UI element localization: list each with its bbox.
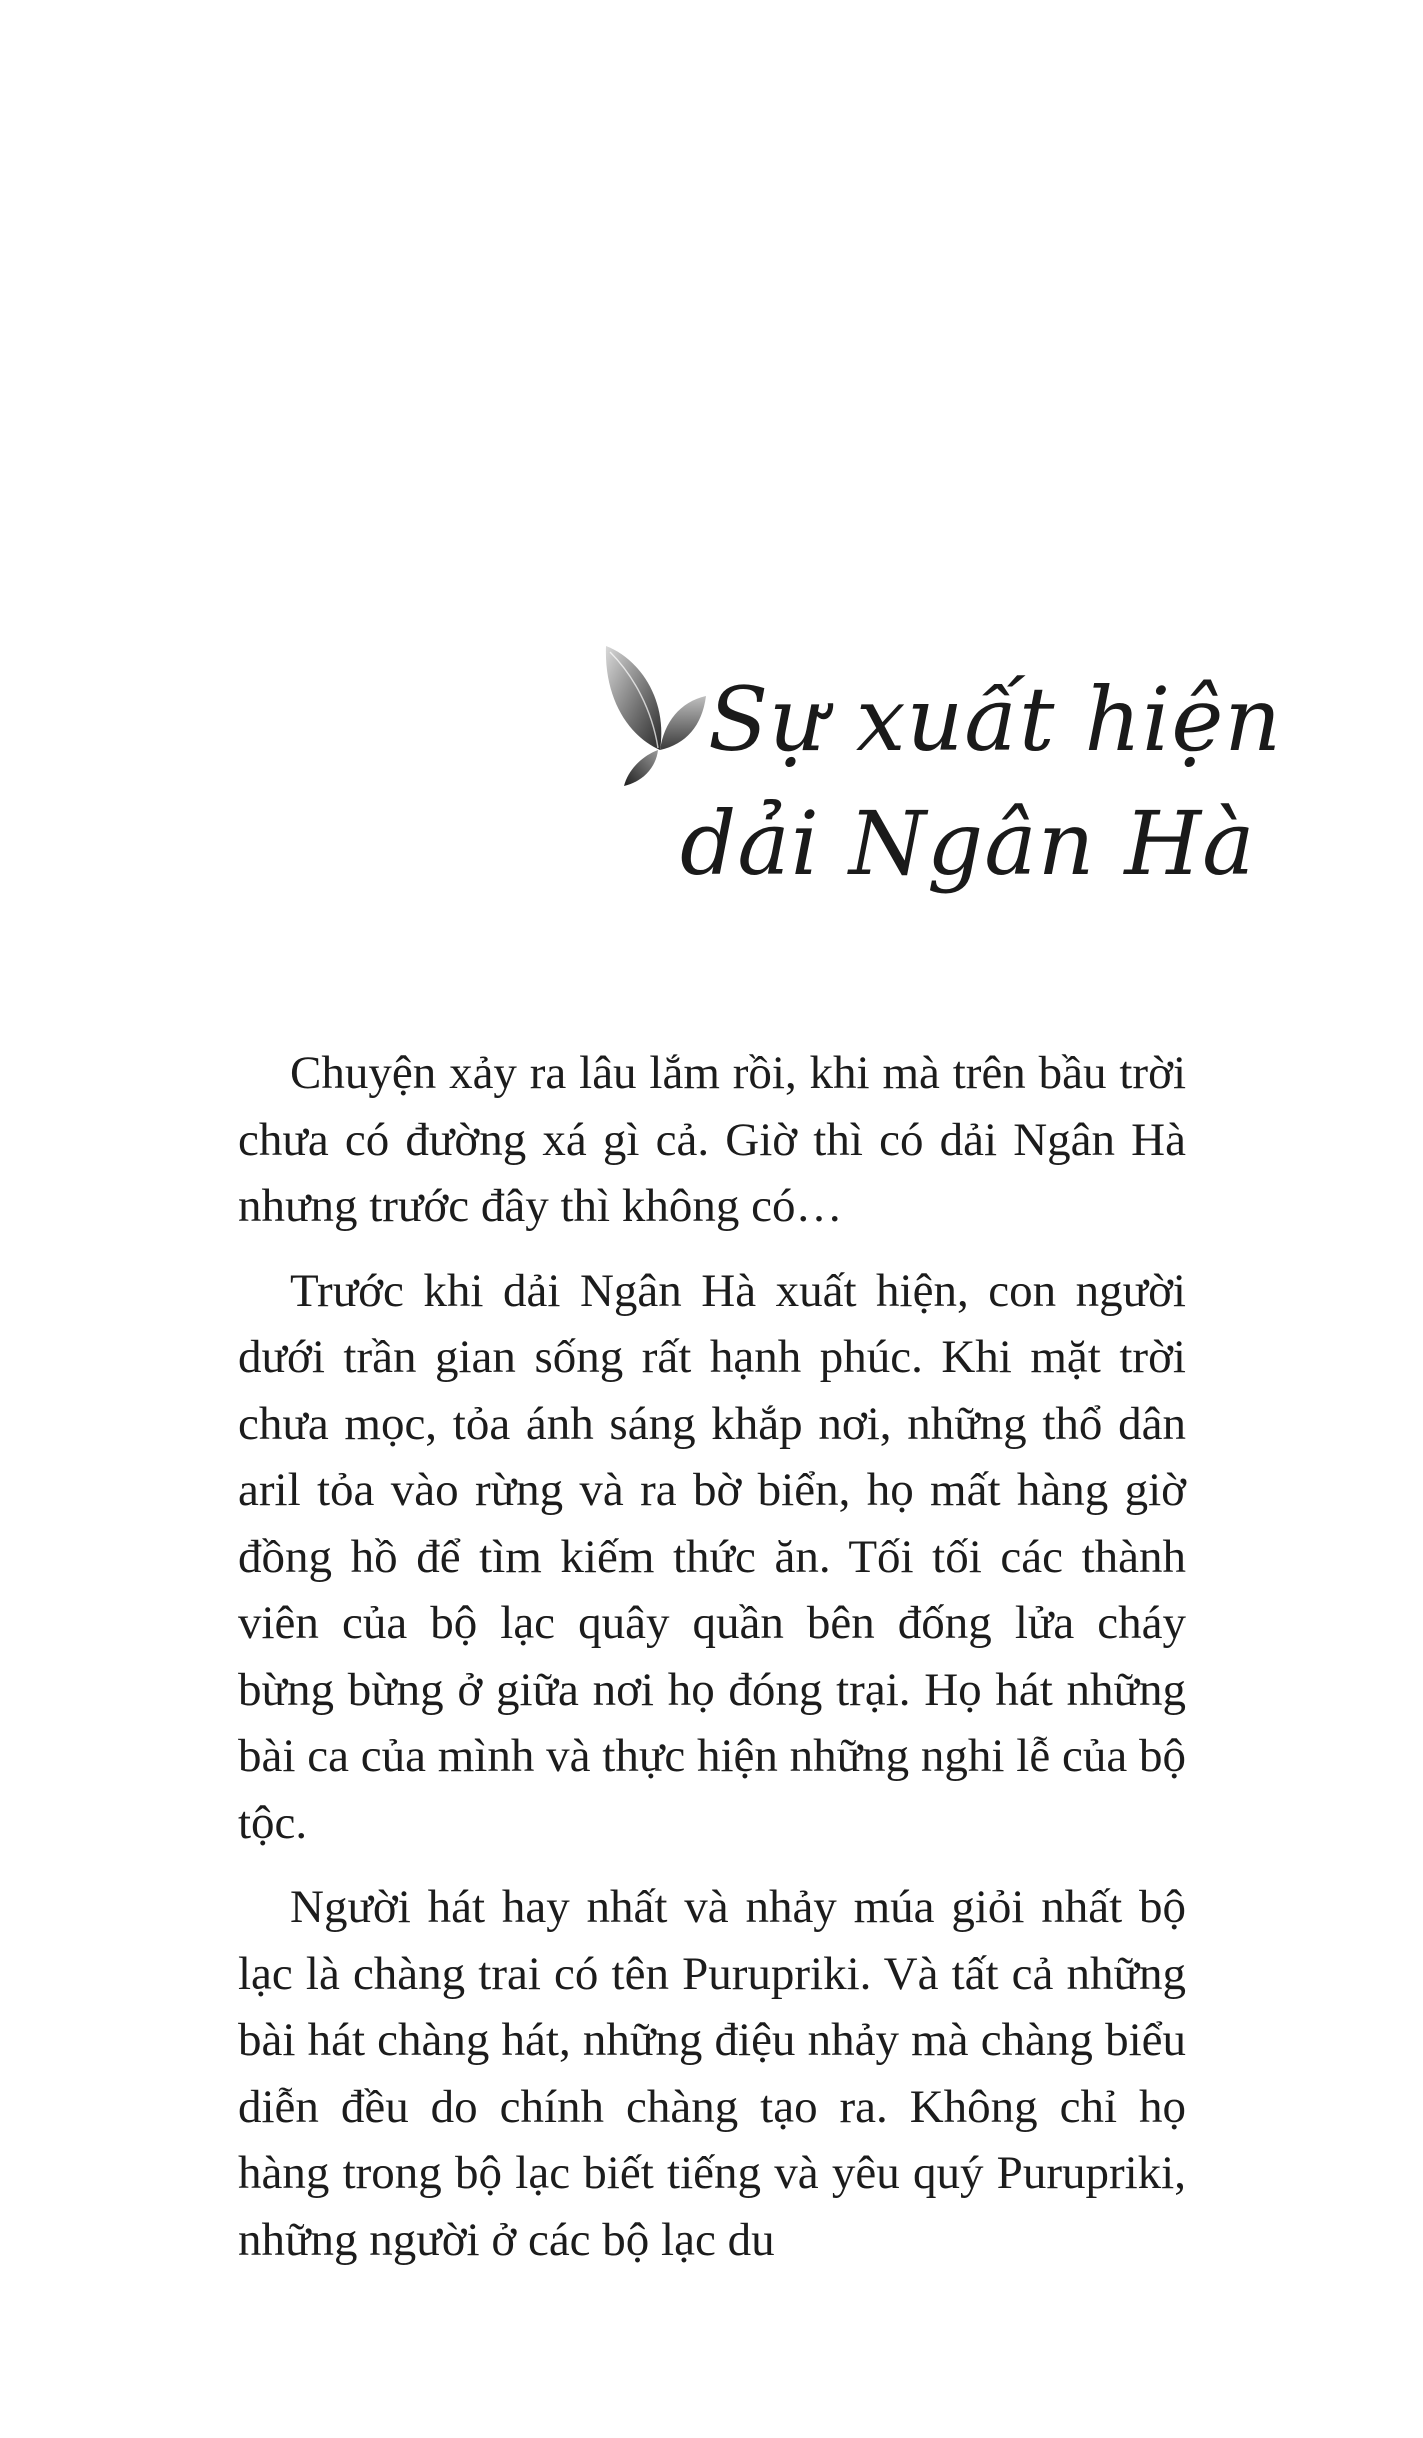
chapter-heading [590,620,1283,920]
paragraph: Chuyện xảy ra lâu lắm rồi, khi mà trên bầu trời chưa có đường xá gì cả. Giờ thì có dải Ngân Hà nhưng trước đây thì không có… [238,1047,1186,1232]
chapter-title-line-2: dải Ngân Hà [680,792,1256,895]
chapter-title-line-1: Sự xuất hiện [708,668,1283,771]
paragraph: Trước khi dải Ngân Hà xuất hiện, con người dưới trần gian sống rất hạnh phúc. Khi mặt trời chưa mọc, tỏa ánh sáng khắp nơi, những thổ dân aril tỏa vào rừng và ra bờ biển, họ mất hàng giờ đồng hồ để tìm kiếm thức ăn. Tối tối các thành viên của bộ lạc quây quần bên đống lửa cháy bừng bừng ở giữa nơi họ đóng trại. Họ hát những bài ca của mình và thực hiện những nghi lễ của bộ tộc. [238,1264,1186,1849]
paragraph: Người hát hay nhất và nhảy múa giỏi nhất bộ lạc là chàng trai có tên Purupriki. Và tất cả những bài hát chàng hát, những điệu nhảy mà chàng biểu diễn đều do chính chàng tạo ra. Không chỉ họ hàng trong bộ lạc biết tiếng và yêu quý Purupriki, những người ở các bộ lạc du [238,1881,1186,2266]
body-text [238,1040,1186,2291]
leaf-ornament-icon [598,638,713,788]
